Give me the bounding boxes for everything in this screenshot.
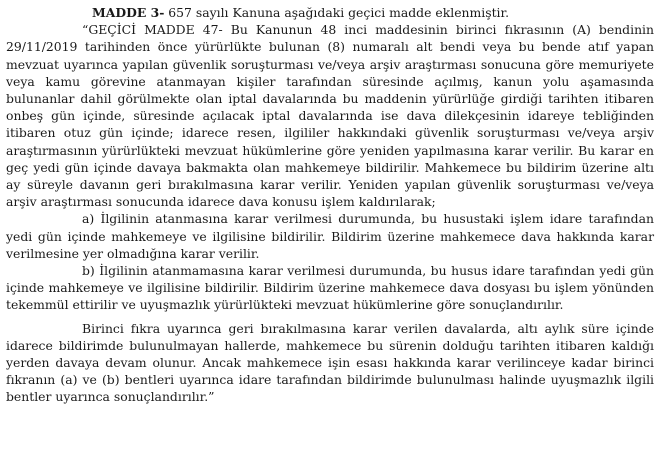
final-paragraph: Birinci fıkra uyarınca geri bırakılmasına karar verilen davalarda, altı aylık süre içinde idarece bildirimde bulunulmayan hallerde, mahkemece bu sürenin dolduğu tarihten itibaren kaldığı yerden davaya devam olunur. Ancak mahkemece işin esası hakkında karar verilinceye kadar birinci fıkranın (a) ve (b) bentleri uyarınca idare tarafından bildirimde bulunulması halinde uyuşmazlık ilgili bentler uyarınca sonuçlandırılır.” — [6, 320, 654, 405]
gecici-madde-paragraph: “GEÇİCİ MADDE 47- Bu Kanunun 48 inci maddesinin birinci fıkrasının (A) bendinin 29/11/2019 tarihinden önce yürürlükte bulunan (8) numaralı alt bendi veya bu bende atıf yapan mevzuat uyarınca yapılan güvenlik soruşturması ve/veya arşiv araştırması sonucuna göre memuriyete veya kamu görevine atanmayan kişiler tarafından süresinde açılmış, kanun yolu aşamasında bulunanlar dahil görülmekte olan iptal davalarında bu maddenin yürürlüğe girdiği tarihten itibaren onbeş gün içinde, süresinde açılacak iptal davalarında ise dava dilekçesinin idareye tebliğinden itibaren otuz gün içinde; idarece resen, ilgililer hakkındaki güvenlik soruşturması ve/veya arşiv araştırmasının yürürlükteki mevzuat hükümlerine göre yeniden yapılmasına karar verilir. Bu karar en geç yedi gün içinde davaya bakmakta olan mahkemeye bildirilir. Mahkemece bu bildirim üzerine altı ay süreyle davanın geri bırakılmasına karar verilir. Yeniden yapılan güvenlik soruşturması ve/veya arşiv araştırması sonucunda idarece dava konusu işlem kaldırılarak; — [6, 22, 654, 210]
clause-b-paragraph: b) İlgilinin atanmamasına karar verilmesi durumunda, bu husus idare tarafından yedi gün içinde mahkemeye ve ilgilisine bildirilir. Bildirim üzerine mahkemece dava dosyası bu işlem yönünden tekemmül ettirilir ve uyuşmazlık yürürlükteki mevzuat hükümlerine göre sonuçlandırılır. — [6, 263, 654, 313]
clause-a-paragraph: a) İlgilinin atanmasına karar verilmesi durumunda, bu husustaki işlem idare tarafından yedi gün içinde mahkemeye ve ilgilisine bildirilir. Bildirim üzerine mahkemece dava hakkında karar verilmesine yer olmadığına karar verilir. — [6, 211, 654, 261]
document-body — [6, 4, 654, 406]
madde-intro: 657 sayılı Kanuna aşağıdaki geçici madde eklenmiştir. — [164, 5, 510, 20]
madde-heading — [6, 4, 654, 21]
madde-label: MADDE 3- — [92, 5, 165, 20]
